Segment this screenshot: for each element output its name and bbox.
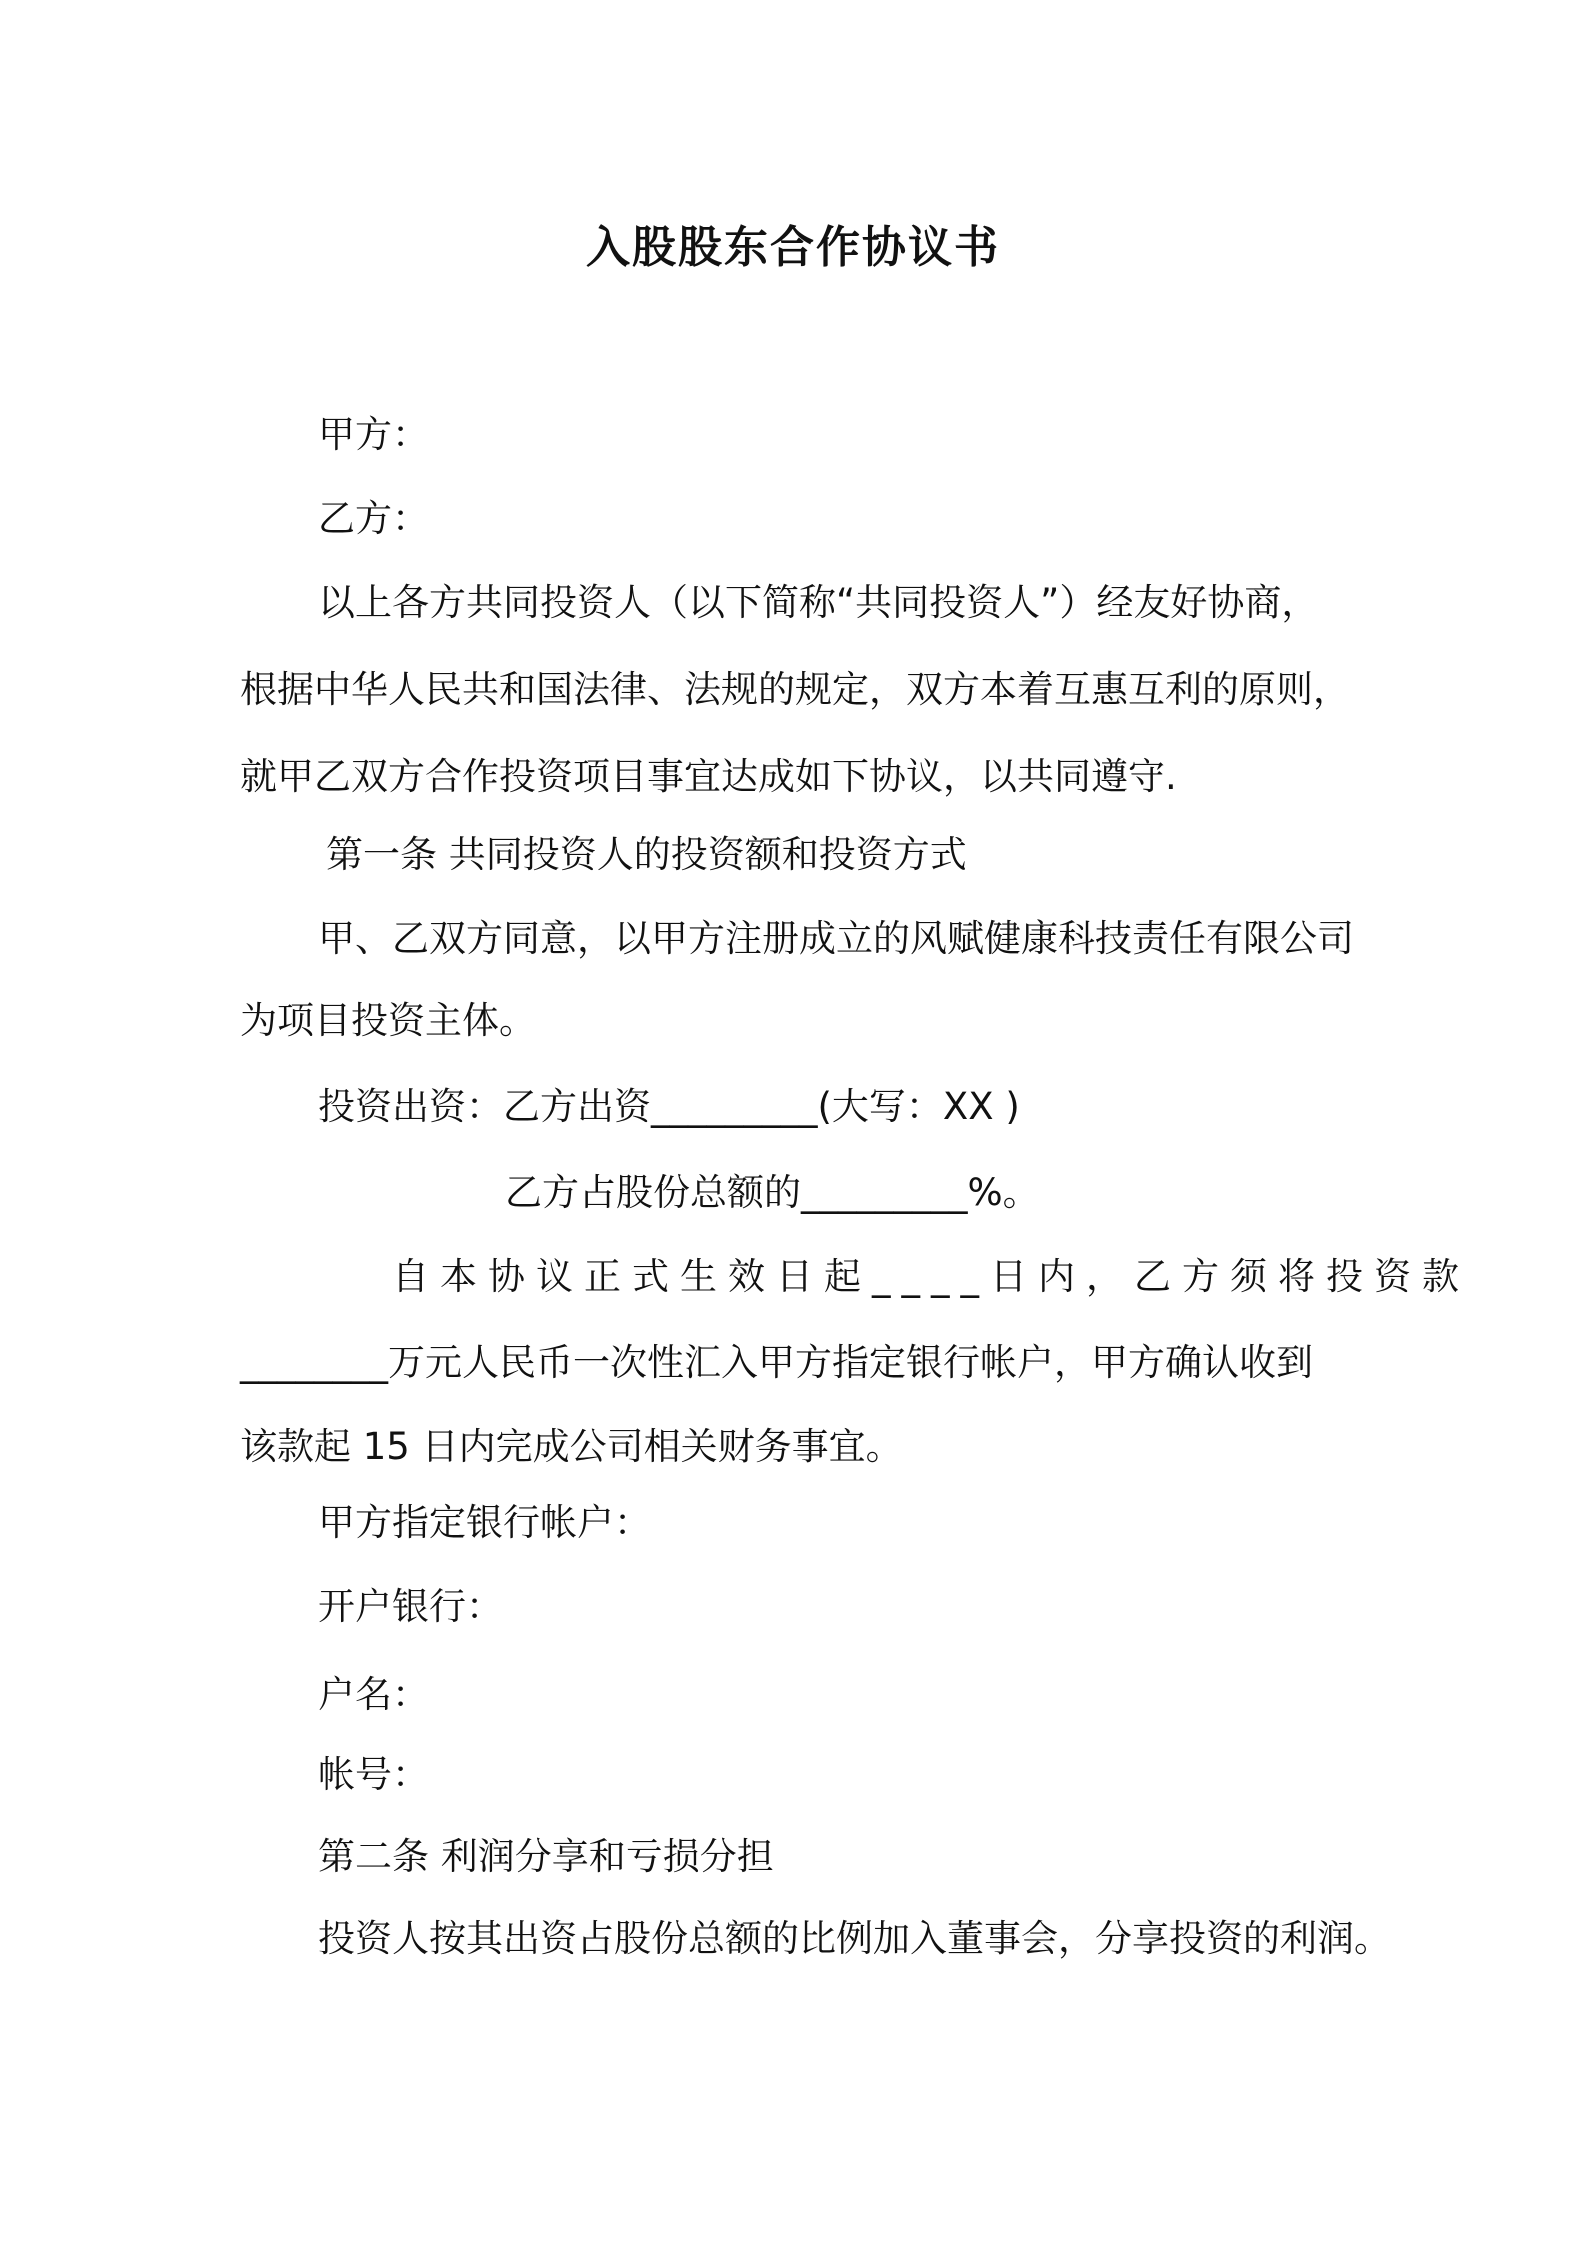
article2-para1: 投资人按其出资占股份总额的比例加入董事会，分享投资的利润。 — [318, 1917, 1391, 1960]
party-a-label: 甲方： — [318, 413, 429, 456]
article1-para2-line3: 该款起 15 日内完成公司相关财务事宜。 — [240, 1425, 903, 1468]
share-line: 乙方占股份总额的_________%。 — [505, 1171, 1040, 1214]
article1-para1-line1: 甲、乙双方同意，以甲方注册成立的风赋健康科技责任有限公司 — [318, 917, 1354, 960]
bank-name-label: 开户银行： — [318, 1585, 503, 1628]
investment-line: 投资出资：乙方出资_________(大写：XX ) — [318, 1085, 1020, 1128]
party-b-label: 乙方： — [318, 497, 429, 540]
intro-line-2: 根据中华人民共和国法律、法规的规定，双方本着互惠互利的原则， — [240, 668, 1350, 711]
bank-account-label: 甲方指定银行帐户： — [318, 1501, 651, 1544]
article1-para2-line2: ________万元人民币一次性汇入甲方指定银行帐户，甲方确认收到 — [240, 1341, 1313, 1384]
document-title: 入股股东合作协议书 — [586, 222, 1000, 273]
account-number-label: 帐号： — [318, 1753, 429, 1796]
article1-para1-line2: 为项目投资主体。 — [240, 999, 536, 1042]
intro-line-3: 就甲乙双方合作投资项目事宜达成如下协议，以共同遵守. — [240, 755, 1177, 798]
article1-heading: 第一条 共同投资人的投资额和投资方式 — [326, 833, 967, 876]
intro-line-1: 以上各方共同投资人（以下简称“共同投资人”）经友好协商， — [318, 581, 1319, 624]
article1-para2-line1: 自本协议正式生效日起____日内，乙方须将投资款 — [392, 1255, 1470, 1298]
account-name-label: 户名： — [318, 1673, 429, 1716]
article2-heading: 第二条 利润分享和亏损分担 — [318, 1835, 774, 1878]
